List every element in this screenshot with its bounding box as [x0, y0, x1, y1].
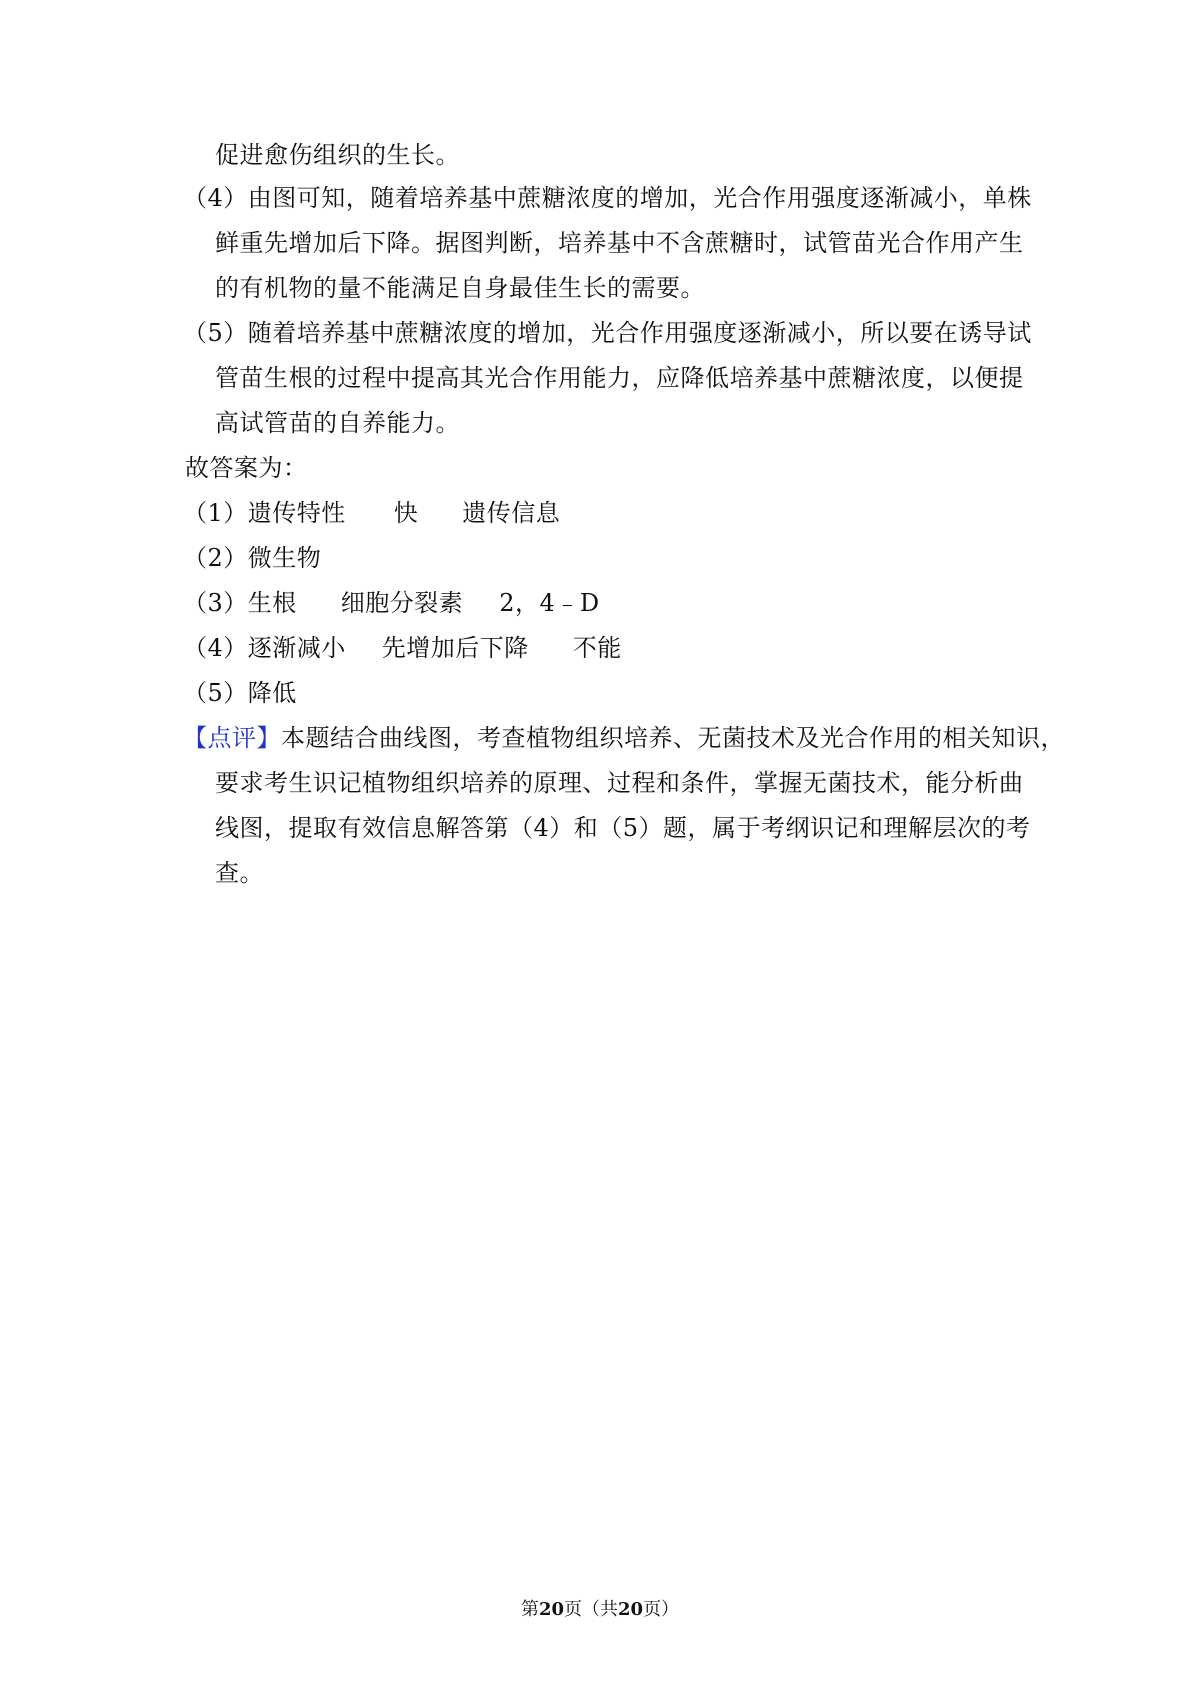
comment-line-4: 查。	[215, 859, 264, 887]
footer-middle: 页（共	[564, 1599, 618, 1620]
answer-4-number: （4）	[183, 634, 248, 662]
answer-row-3	[183, 588, 600, 618]
comment-line-1	[183, 723, 1065, 753]
answer-row-2	[183, 543, 321, 573]
comment-line-2: 要求考生识记植物组织培养的原理、过程和条件，掌握无菌技术，能分析曲	[215, 769, 1024, 797]
answer-3-item-1: 生根	[247, 589, 297, 617]
explanation-p5-line-3: 高试管苗的自养能力。	[215, 409, 460, 437]
answer-4-item-2: 先增加后下降	[381, 634, 529, 662]
comment-text-1: 本题结合曲线图，考查植物组织培养、无菌技术及光合作用的相关知识，	[281, 724, 1065, 752]
answer-row-5	[183, 678, 297, 708]
footer-total-pages: 20	[618, 1599, 644, 1620]
answer-5-item-1: 降低	[247, 679, 297, 707]
answer-row-1	[183, 498, 560, 528]
footer-prefix: 第	[520, 1599, 539, 1620]
answers-heading: 故答案为：	[185, 454, 308, 482]
answer-3-item-2: 细胞分裂素	[340, 589, 464, 617]
answer-1-item-3: 遗传信息	[462, 499, 561, 527]
comment-line-3: 线图，提取有效信息解答第（4）和（5）题，属于考纲识记和理解层次的考	[215, 814, 1031, 842]
explanation-p4-line-1: （4）由图可知，随着培养基中蔗糖浓度的增加，光合作用强度逐渐减小，单株	[183, 184, 1032, 212]
answer-1-item-1: 遗传特性	[247, 499, 346, 527]
answer-2-number: （2）	[183, 544, 248, 572]
explanation-p4-line-2: 鲜重先增加后下降。据图判断，培养基中不含蔗糖时，试管苗光合作用产生	[215, 229, 1024, 257]
answer-1-item-2: 快	[393, 499, 419, 527]
answer-3-item-3: 2，4﹣D	[499, 589, 600, 617]
explanation-p5-line-1: （5）随着培养基中蔗糖浓度的增加，光合作用强度逐渐减小，所以要在诱导试	[183, 319, 1032, 347]
answer-1-number: （1）	[183, 499, 248, 527]
footer-page-number: 20	[538, 1599, 564, 1620]
explanation-p4-line-3: 的有机物的量不能满足自身最佳生长的需要。	[215, 274, 705, 302]
explanation-p5-line-2: 管苗生根的过程中提高其光合作用能力，应降低培养基中蔗糖浓度，以便提	[215, 364, 1024, 392]
footer-suffix: 页）	[643, 1599, 680, 1620]
answer-2-item-1: 微生物	[247, 544, 322, 572]
answer-4-item-1: 逐渐减小	[247, 634, 346, 662]
explanation-line-1: 促进愈伤组织的生长。	[215, 141, 460, 169]
answer-3-number: （3）	[183, 589, 248, 617]
answer-5-number: （5）	[183, 679, 248, 707]
answer-row-4	[183, 633, 622, 663]
comment-tag: 【点评】	[183, 724, 281, 752]
page-footer	[0, 1598, 1200, 1622]
answer-4-item-3: 不能	[572, 634, 622, 662]
